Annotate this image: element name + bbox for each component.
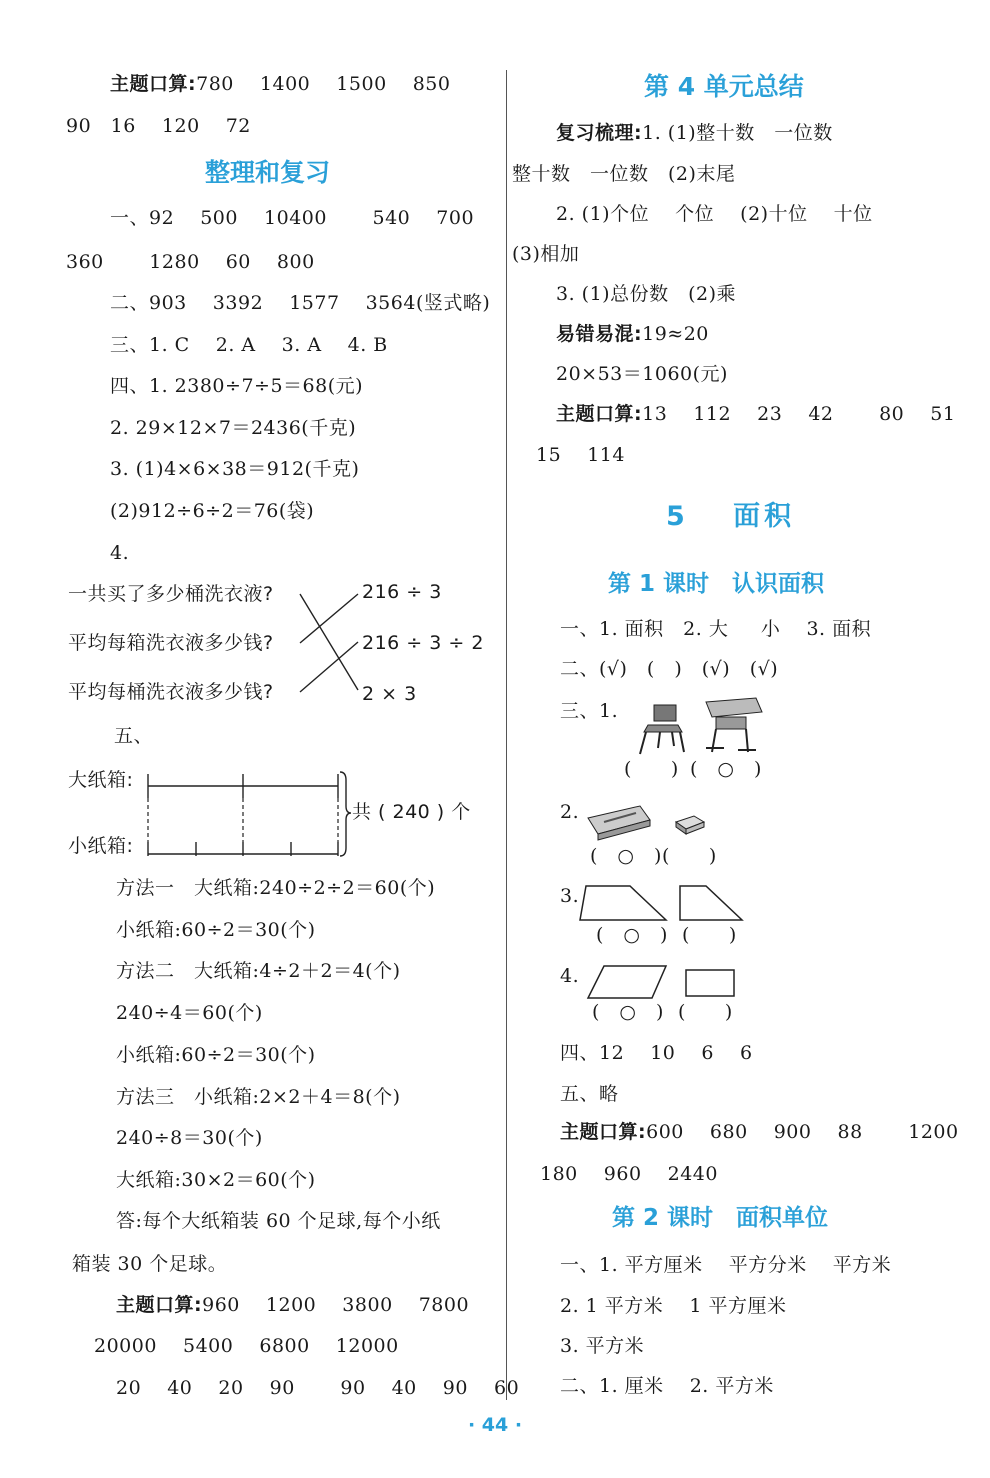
small-box-label: 小纸箱: [68,835,134,857]
q3-3-paren-2: ( ) [682,924,737,946]
q1-line-a: 一、92 500 10400 540 700 [110,207,475,229]
total-label: 共 ( 240 ) 个 [352,801,471,823]
method1-b: 小纸箱:60÷2＝30(个) [116,919,316,941]
big-box-label: 大纸箱: [68,769,134,791]
lesson2-q1-2: 2. 1 平方米 1 平方厘米 [560,1295,787,1317]
oral-calc-3-line-a: 主题口算:13 112 23 42 80 51 [556,403,956,425]
q3-1-paren-1: ( ) [624,758,679,780]
lesson1-q3-2: 2. [560,801,580,823]
section-heading-review: 整理和复习 [205,158,331,187]
oral-calc-2-line-c: 20 40 20 90 90 40 90 60 [116,1377,520,1399]
lesson1-q5: 五、略 [560,1083,619,1105]
lesson2-q1-1: 一、1. 平方厘米 平方分米 平方米 [560,1254,892,1276]
answer-line-2: 箱装 30 个足球。 [72,1253,228,1275]
oral-calc-3-line-b: 15 114 [536,444,625,466]
oral-calc-4-line-a: 主题口算:600 680 900 88 1200 [560,1121,959,1143]
oral-calc-4-line-b: 180 960 2440 [540,1163,718,1185]
match-right-3: 2 × 3 [362,683,417,705]
oral-calc-2-line-a: 主题口算:960 1200 3800 7800 [116,1294,470,1316]
page-number: · 44 · [467,1414,523,1436]
method1-a: 方法一 大纸箱:240÷2÷2＝60(个) [116,877,436,899]
oral-calc-line-2: 90 16 120 72 [66,115,251,137]
method2-a: 方法二 大纸箱:4÷2＋2＝4(个) [116,960,401,982]
review-line-1b: 整十数 一位数 (2)末尾 [512,163,736,185]
match-left-2: 平均每箱洗衣液多少钱? [68,632,274,654]
match-left-1: 一共买了多少桶洗衣液? [68,583,274,605]
error-prone-calc: 20×53＝1060(元) [556,363,728,385]
review-line-2: 2. (1)个位 个位 (2)十位 十位 [556,203,873,225]
lesson1-q1: 一、1. 面积 2. 大 小 3. 面积 [560,618,872,640]
q3-1-paren-2: ( ○ ) [690,758,762,780]
q3-4-paren-2: ( ) [678,1001,733,1023]
review-line-2b: (3)相加 [512,243,580,265]
q2-line: 二、903 3392 1577 3564(竖式略) [110,292,491,314]
q4-3a-line: 3. (1)4×6×38＝912(千克) [110,458,360,480]
match-right-1: 216 ÷ 3 [362,581,442,603]
oral-calc-2-line-b: 20000 5400 6800 12000 [94,1335,399,1357]
method2-b: 240÷4＝60(个) [116,1002,263,1024]
method3-b: 240÷8＝30(个) [116,1127,263,1149]
q4-2-line: 2. 29×12×7＝2436(千克) [110,417,357,439]
lesson1-q2: 二、(√) ( ) (√) (√) [560,658,779,680]
q5-label: 五、 [114,725,154,747]
q3-4-paren-1: ( ○ ) [592,1001,664,1023]
q3-2-paren-2: ( ) [662,845,717,867]
q4-3b-line: (2)912÷6÷2＝76(袋) [110,500,315,522]
lesson1-q3-4: 4. [560,965,580,987]
parallelogram-shape [588,966,666,998]
lesson1-q3-3: 3. [560,885,580,907]
q3-3-paren-1: ( ○ ) [596,924,668,946]
method2-c: 小纸箱:60÷2＝30(个) [116,1044,316,1066]
q3-line: 三、1. C 2. A 3. A 4. B [110,334,388,356]
match-left-3: 平均每桶洗衣液多少钱? [68,681,274,703]
lesson2-q1-3: 3. 平方米 [560,1335,645,1357]
answer-line-1: 答:每个大纸箱装 60 个足球,每个小纸 [116,1210,441,1232]
review-line-1: 复习梳理:1. (1)整十数 一位数 [556,122,833,144]
review-line-3: 3. (1)总份数 (2)乘 [556,283,736,305]
q1-line-b: 360 1280 60 800 [66,251,315,273]
error-prone-line: 易错易混:19≈20 [556,323,709,345]
method3-c: 大纸箱:30×2＝60(个) [116,1169,316,1191]
lesson2-q2: 二、1. 厘米 2. 平方米 [560,1375,774,1397]
q4-1-line: 四、1. 2380÷7÷5＝68(元) [110,375,364,397]
oral-calc-line-1: 主题口算:780 1400 1500 850 [110,73,451,95]
unit4-summary-heading: 第 4 单元总结 [644,72,804,101]
q4-4-line: 4. [110,542,130,564]
q3-2-paren-1: ( ○ ) [590,845,662,867]
unit5-heading: 5 面积 [666,501,796,532]
lesson1-q3-1: 三、1. [560,700,619,722]
lesson1-heading: 第 1 课时 认识面积 [608,571,825,597]
lesson1-q4: 四、12 10 6 6 [560,1042,753,1064]
lesson2-heading: 第 2 课时 面积单位 [612,1205,829,1231]
method3-a: 方法三 小纸箱:2×2＋4＝8(个) [116,1086,401,1108]
match-right-2: 216 ÷ 3 ÷ 2 [362,632,484,654]
rectangle-shape [686,970,734,996]
